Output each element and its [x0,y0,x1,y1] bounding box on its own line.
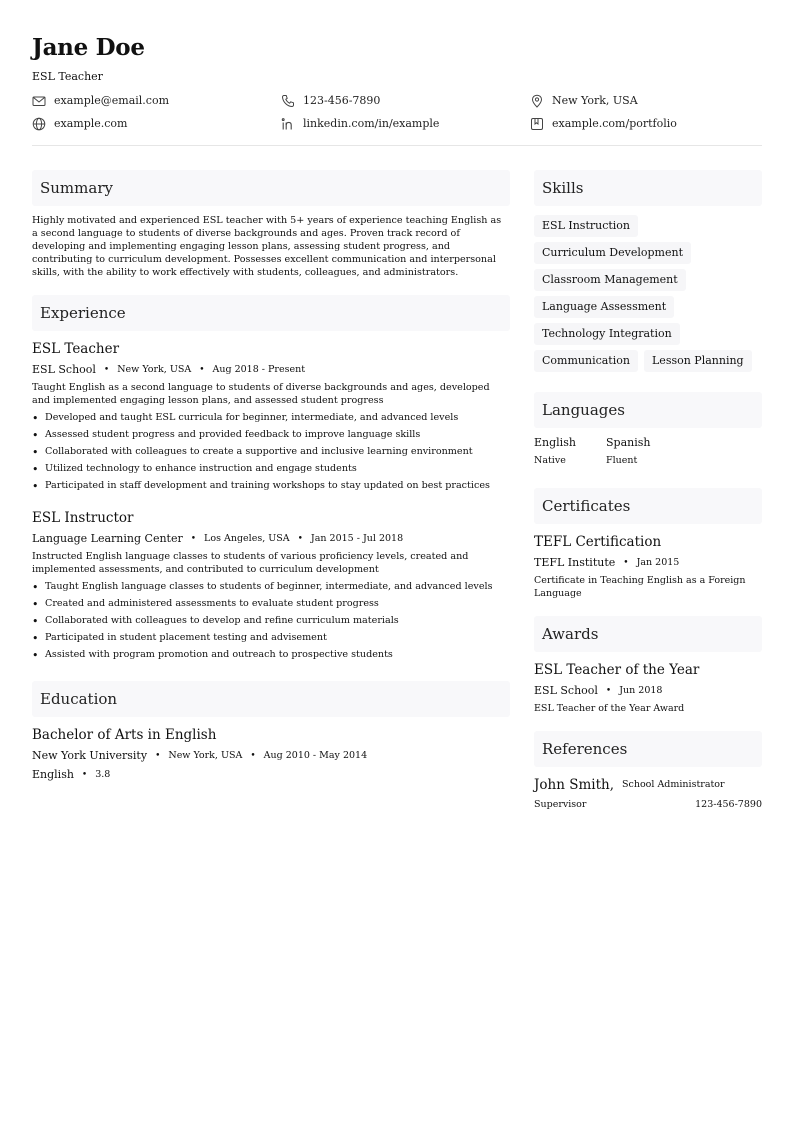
separator-dot: • [103,365,110,375]
portfolio-icon [530,117,544,131]
skill-tag: Language Assessment [534,296,674,318]
skill-tag: ESL Instruction [534,215,638,237]
contact-phone[interactable] [281,94,380,108]
job-bullet: • Developed and taught ESL curricula for beginner, intermediate, and advanced levels [32,409,490,426]
reference-name: John Smith, [534,777,614,793]
location-text: New York, USA [552,94,638,107]
award-date: Jun 2018 [619,685,663,696]
reference-relation: Supervisor [534,799,587,810]
certificate-title: TEFL Certification [534,534,662,550]
contact-email[interactable] [32,94,169,108]
job-location: Los Angeles, USA [204,533,290,544]
skill-tag: Lesson Planning [644,350,752,372]
job-bullet: • Collaborated with colleagues to create a supportive and inclusive learning environment [32,443,490,460]
skills-heading: Skills [534,170,762,206]
job-bullet: • Created and administered assessments to evaluate student progress [32,595,493,612]
skill-tag: Technology Integration [534,323,680,345]
certificates-heading: Certificates [534,488,762,524]
reference-phone[interactable]: 123-456-7890 [695,799,762,810]
job-description: Instructed English language classes to students of various proficiency levels, created and implemented assessments, and contributed to curriculum development [32,551,469,575]
experience-heading: Experience [32,295,510,331]
language-item [606,436,650,467]
separator-dot: • [81,770,88,780]
contact-portfolio[interactable] [530,117,677,131]
language-level: Native [534,455,566,466]
skill-tag: Communication [534,350,638,372]
job-bullets [32,578,493,663]
email-text: example@email.com [54,94,170,107]
linkedin-icon [281,117,295,131]
summary-heading: Summary [32,170,510,206]
reference-position: School Administrator [622,779,725,790]
job-bullet: • Taught English language classes to students of beginner, intermediate, and advanced levels [32,578,493,595]
phone-text: 123-456-7890 [303,94,381,107]
globe-icon [32,117,46,131]
award-description: ESL Teacher of the Year Award [534,703,685,714]
job-title: ESL Teacher [32,341,120,357]
separator-dot: • [250,751,256,761]
job-bullet: • Participated in student placement testing and advisement [32,629,493,646]
degree-title: Bachelor of Arts in English [32,727,217,743]
education-dates: Aug 2010 - May 2014 [263,750,368,761]
language-level: Fluent [606,455,638,466]
job-bullets [32,409,490,494]
contact-location [530,94,638,108]
summary-text: Highly motivated and experienced ESL teacher with 5+ years of experience teaching English as a second language to students of diverse backgrounds and ages. Proven track record of developing and implementing engaging lesson plans, assessing student progress, and contributing to curriculum development. Possesses excellent communication and interpersonal skills, with the ability to work effectively with students, colleagues, and administrators. [32,215,502,278]
award-meta [534,684,662,698]
job-location: New York, USA [117,364,192,375]
contact-info [32,86,762,132]
education-field-meta [32,768,110,782]
separator-dot: • [190,534,197,544]
school-name: New York University [32,749,148,762]
skill-tag: Curriculum Development [534,242,691,264]
resume-header [32,34,762,132]
certificate-issuer: TEFL Institute [534,556,616,569]
references-heading: References [534,731,762,767]
job-bullet: • Assessed student progress and provided feedback to improve language skills [32,426,490,443]
candidate-role: ESL Teacher [32,70,103,83]
contact-linkedin[interactable] [281,117,439,131]
location-pin-icon [530,94,544,108]
job-bullet: • Utilized technology to enhance instruction and engage students [32,460,490,477]
job-company: ESL School [32,363,96,376]
website-text: example.com [54,117,128,130]
job-bullet: • Assisted with program promotion and outreach to prospective students [32,646,493,663]
certificate-date: Jan 2015 [636,557,680,568]
languages-heading: Languages [534,392,762,428]
job-meta [32,532,403,546]
certificate-meta [534,556,679,570]
linkedin-text: linkedin.com/in/example [303,117,440,130]
separator-dot: • [297,534,303,544]
award-issuer: ESL School [534,684,598,697]
job-dates: Aug 2018 - Present [212,364,306,375]
awards-heading: Awards [534,616,762,652]
education-gpa: 3.8 [95,769,111,780]
candidate-name: Jane Doe [32,34,145,61]
language-name: English [534,436,576,449]
contact-website[interactable] [32,117,127,131]
job-description: Taught English as a second language to students of diverse backgrounds and ages, developed and implemented engaging lesson plans, and assessed student progress [32,382,490,406]
job-dates: Jan 2015 - Jul 2018 [310,533,404,544]
separator-dot: • [623,558,629,568]
header-divider [32,145,762,146]
education-meta [32,749,367,763]
language-item [534,436,576,467]
portfolio-text: example.com/portfolio [552,117,677,130]
certificate-description: Certificate in Teaching English as a Foreign Language [534,575,746,599]
phone-icon [281,94,295,108]
education-heading: Education [32,681,510,717]
job-title: ESL Instructor [32,510,134,526]
job-meta [32,363,305,377]
reference-header [534,777,725,793]
separator-dot: • [199,365,205,375]
separator-dot: • [605,686,612,696]
language-name: Spanish [606,436,651,449]
job-bullet: • Participated in staff development and training workshops to stay updated on best practices [32,477,490,494]
award-title: ESL Teacher of the Year [534,662,700,678]
skill-tag: Classroom Management [534,269,686,291]
mail-icon [32,94,46,108]
education-field: English [32,768,74,781]
school-location: New York, USA [168,750,243,761]
job-company: Language Learning Center [32,532,183,545]
separator-dot: • [155,751,161,761]
job-bullet: • Collaborated with colleagues to develop and refine curriculum materials [32,612,493,629]
